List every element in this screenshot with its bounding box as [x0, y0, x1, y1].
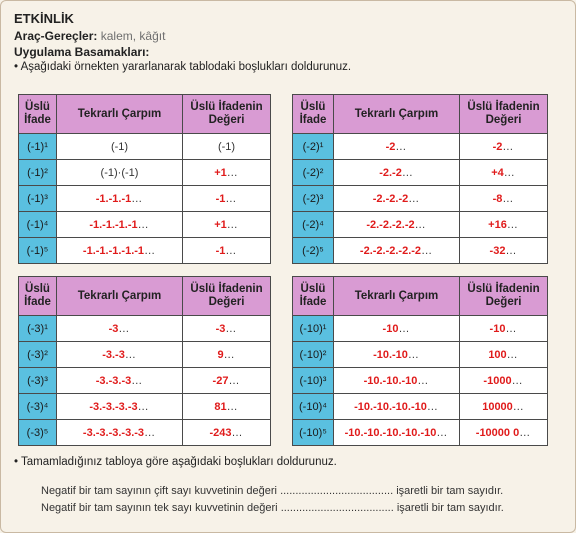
blank-dots: …: [414, 218, 427, 231]
power-value-cell[interactable]: [460, 212, 548, 238]
power-expression: (-1)²: [19, 160, 57, 186]
power-expression: (-1)⁵: [19, 238, 57, 264]
blank-dots: …: [144, 244, 157, 257]
activity-title: ETKİNLİK: [14, 11, 74, 26]
blank-dots: …: [511, 374, 524, 387]
footer-instruction: • Tamamladığınız tabloya göre aşağıdaki boşlukları doldurunuz.: [14, 456, 337, 468]
table-row: [19, 212, 271, 238]
repeated-product-cell[interactable]: [334, 160, 460, 186]
power-expression: (-3)⁵: [19, 420, 57, 446]
power-value: -1: [215, 192, 226, 205]
blank-dots: …: [137, 218, 150, 231]
repeated-product-cell[interactable]: [57, 368, 183, 394]
table-row: [19, 394, 271, 420]
repeated-product: -2.-2.-2: [372, 192, 409, 205]
table-header-row: [19, 95, 271, 134]
power-value: 81: [214, 400, 227, 413]
blank-dots: …: [226, 400, 239, 413]
table-header-row: [19, 277, 271, 316]
blank-dots: …: [505, 244, 518, 257]
power-value: -3: [215, 322, 226, 335]
blank-dots: …: [506, 348, 519, 361]
activity-header: [14, 11, 351, 75]
exponent-table-3: [18, 276, 271, 446]
power-value: 9: [217, 348, 224, 361]
blank-dots: …: [228, 374, 241, 387]
blank-dots: …: [226, 218, 239, 231]
exponent-table-1: [18, 94, 271, 264]
even-power-end: işaretli bir tam sayıdır.: [396, 485, 504, 497]
power-expression: (-3)⁴: [19, 394, 57, 420]
power-value: +1: [214, 218, 227, 231]
repeated-product: -3.-3: [102, 348, 125, 361]
power-expression: (-2)²: [293, 160, 334, 186]
blank-dots: …: [506, 218, 519, 231]
power-value-cell[interactable]: [460, 420, 548, 446]
repeated-product-cell[interactable]: [57, 316, 183, 342]
power-value: -27: [212, 374, 229, 387]
repeated-product: -3.-3.-3: [95, 374, 132, 387]
table-row: [293, 238, 548, 264]
repeated-product-cell[interactable]: [334, 186, 460, 212]
power-expression: (-2)⁵: [293, 238, 334, 264]
blank-dots: …: [417, 374, 430, 387]
table-row: [293, 186, 548, 212]
table-header-row: [293, 277, 548, 316]
table-row: [293, 160, 548, 186]
blank-dots: …: [231, 426, 244, 439]
power-expression: (-1)³: [19, 186, 57, 212]
blank-dots: …: [131, 192, 144, 205]
table-instruction: • Aşağıdaki örnekten yararlanarak tablodaki boşlukları doldurunuz.: [14, 61, 352, 73]
blank-dots: …: [407, 348, 420, 361]
power-value-cell[interactable]: [460, 316, 548, 342]
blank-dots: …: [226, 166, 239, 179]
table-header-row: [293, 95, 548, 134]
power-value: -2: [492, 140, 503, 153]
table-row: [19, 316, 271, 342]
power-expression: (-1)¹: [19, 134, 57, 160]
power-value-cell[interactable]: [183, 368, 271, 394]
power-value: +1: [214, 166, 227, 179]
odd-power-text: Negatif bir tam sayının tek sayı kuvvetinin değeri: [41, 502, 278, 514]
blank-dots: …: [421, 244, 434, 257]
repeated-product: -1.-1.-1.-1.-1: [82, 244, 145, 257]
repeated-product: -3.-3.-3.-3.-3: [82, 426, 145, 439]
power-value: -32: [489, 244, 506, 257]
power-value-cell[interactable]: [183, 342, 271, 368]
table-row: [293, 342, 548, 368]
table-row: [19, 160, 271, 186]
repeated-product: -2.-2.-2.-2: [366, 218, 415, 231]
power-value-cell: [183, 134, 271, 160]
power-value-cell[interactable]: [460, 238, 548, 264]
repeated-product-cell[interactable]: [57, 186, 183, 212]
blank-dots: …: [118, 322, 131, 335]
table-row: [293, 368, 548, 394]
repeated-product-cell[interactable]: [334, 342, 460, 368]
table-row: [19, 368, 271, 394]
repeated-product: -2.-2: [379, 166, 402, 179]
power-value: -10: [489, 322, 506, 335]
header-value: Üslü İfadenin Değeri: [183, 277, 271, 316]
repeated-product-cell: [57, 160, 183, 186]
power-value: -243: [209, 426, 232, 439]
repeated-product: -1.-1.-1: [95, 192, 132, 205]
repeated-product-cell: [57, 134, 183, 160]
power-value-cell[interactable]: [460, 186, 548, 212]
power-expression: (-10)²: [293, 342, 334, 368]
header-value: Üslü İfadenin Değeri: [460, 277, 548, 316]
blank-dots: …: [137, 400, 150, 413]
header-expression: Üslü İfade: [19, 277, 57, 316]
repeated-product-cell[interactable]: [57, 238, 183, 264]
header-expression: Üslü İfade: [293, 277, 334, 316]
table-row: [19, 134, 271, 160]
power-value-cell[interactable]: [460, 342, 548, 368]
power-value-cell[interactable]: [460, 368, 548, 394]
power-value-cell[interactable]: [460, 394, 548, 420]
repeated-product: -1.-1.-1.-1: [89, 218, 138, 231]
repeated-product: -3.-3.-3.-3: [89, 400, 138, 413]
power-value-cell[interactable]: [183, 160, 271, 186]
repeated-product: -2.-2.-2.-2.-2: [359, 244, 422, 257]
power-value-cell[interactable]: [183, 212, 271, 238]
repeated-product-cell[interactable]: [57, 420, 183, 446]
power-expression: (-2)³: [293, 186, 334, 212]
repeated-product: (-1): [110, 140, 129, 153]
repeated-product-cell[interactable]: [334, 394, 460, 420]
blank-dots: …: [426, 400, 439, 413]
blank-dots: …: [502, 140, 515, 153]
blank-dots: …: [502, 192, 515, 205]
table-row: [19, 342, 271, 368]
repeated-product: -10.-10.-10.-10: [354, 400, 427, 413]
odd-power-blank[interactable]: .....................................: [280, 502, 394, 514]
power-value-cell[interactable]: [183, 238, 271, 264]
power-value-cell[interactable]: [460, 134, 548, 160]
repeated-product-cell[interactable]: [334, 134, 460, 160]
power-value: -10000 0: [475, 426, 520, 439]
repeated-product-cell[interactable]: [334, 420, 460, 446]
header-product: Tekrarlı Çarpım: [334, 277, 460, 316]
repeated-product: (-1)·(-1): [100, 166, 139, 179]
blank-dots: …: [131, 374, 144, 387]
power-value-cell[interactable]: [183, 316, 271, 342]
blank-dots: …: [395, 140, 408, 153]
table-row: [19, 238, 271, 264]
table-row: [19, 186, 271, 212]
header-product: Tekrarlı Çarpım: [334, 95, 460, 134]
power-value: 10000: [482, 400, 513, 413]
fill-sentence-even: [41, 485, 503, 497]
blank-dots: …: [401, 166, 414, 179]
power-value: -1: [215, 244, 226, 257]
blank-dots: …: [512, 400, 525, 413]
odd-power-end: işaretli bir tam sayıdır.: [396, 502, 504, 514]
blank-dots: …: [225, 244, 238, 257]
power-value: -1000: [483, 374, 512, 387]
table-row: [293, 134, 548, 160]
power-expression: (-3)¹: [19, 316, 57, 342]
exponent-table-4: [292, 276, 548, 446]
power-value: +16: [488, 218, 507, 231]
header-product: Tekrarlı Çarpım: [57, 95, 183, 134]
header-expression: Üslü İfade: [19, 95, 57, 134]
even-power-blank[interactable]: .....................................: [280, 485, 394, 497]
blank-dots: …: [505, 322, 518, 335]
exponent-table-2: [292, 94, 548, 264]
power-expression: (-10)³: [293, 368, 334, 394]
power-expression: (-10)⁵: [293, 420, 334, 446]
repeated-product: -3: [108, 322, 119, 335]
power-expression: (-10)¹: [293, 316, 334, 342]
blank-dots: …: [519, 426, 532, 439]
blank-dots: …: [124, 348, 137, 361]
power-value-cell[interactable]: [183, 420, 271, 446]
repeated-product: -10.-10.-10.-10.-10: [344, 426, 437, 439]
table-row: [293, 420, 548, 446]
power-expression: (-2)⁴: [293, 212, 334, 238]
power-expression: (-1)⁴: [19, 212, 57, 238]
blank-dots: …: [436, 426, 449, 439]
power-value-cell[interactable]: [183, 394, 271, 420]
power-expression: (-2)¹: [293, 134, 334, 160]
power-expression: (-3)²: [19, 342, 57, 368]
table-row: [19, 420, 271, 446]
blank-dots: …: [503, 166, 516, 179]
blank-dots: …: [225, 192, 238, 205]
repeated-product: -10: [382, 322, 399, 335]
power-value-cell[interactable]: [183, 186, 271, 212]
repeated-product-cell[interactable]: [334, 238, 460, 264]
power-value: -8: [492, 192, 503, 205]
repeated-product-cell[interactable]: [334, 368, 460, 394]
blank-dots: …: [223, 348, 236, 361]
blank-dots: …: [144, 426, 157, 439]
repeated-product: -10.-10.-10: [363, 374, 418, 387]
power-value: +4: [491, 166, 504, 179]
blank-dots: …: [408, 192, 421, 205]
power-expression: (-3)³: [19, 368, 57, 394]
repeated-product-cell[interactable]: [57, 212, 183, 238]
blank-dots: …: [225, 322, 238, 335]
power-value: (-1): [217, 140, 236, 153]
steps-label: Uygulama Basamakları:: [14, 45, 150, 59]
power-value-cell[interactable]: [460, 160, 548, 186]
blank-dots: …: [398, 322, 411, 335]
power-value: 100: [488, 348, 507, 361]
repeated-product: -2: [385, 140, 396, 153]
repeated-product-cell[interactable]: [334, 316, 460, 342]
tools-line: [14, 29, 351, 43]
even-power-text: Negatif bir tam sayının çift sayı kuvvetinin değeri: [41, 485, 277, 497]
tools-label: Araç-Gereçler:: [14, 29, 98, 43]
repeated-product: -10.-10: [373, 348, 408, 361]
header-value: Üslü İfadenin Değeri: [183, 95, 271, 134]
table-row: [293, 212, 548, 238]
power-expression: (-10)⁴: [293, 394, 334, 420]
repeated-product-cell[interactable]: [334, 212, 460, 238]
header-product: Tekrarlı Çarpım: [57, 277, 183, 316]
header-value: Üslü İfadenin Değeri: [460, 95, 548, 134]
tools-value: kalem, kâğıt: [100, 29, 166, 43]
repeated-product-cell[interactable]: [57, 394, 183, 420]
header-expression: Üslü İfade: [293, 95, 334, 134]
table-row: [293, 394, 548, 420]
table-row: [293, 316, 548, 342]
fill-sentence-odd: [41, 502, 504, 514]
repeated-product-cell[interactable]: [57, 342, 183, 368]
